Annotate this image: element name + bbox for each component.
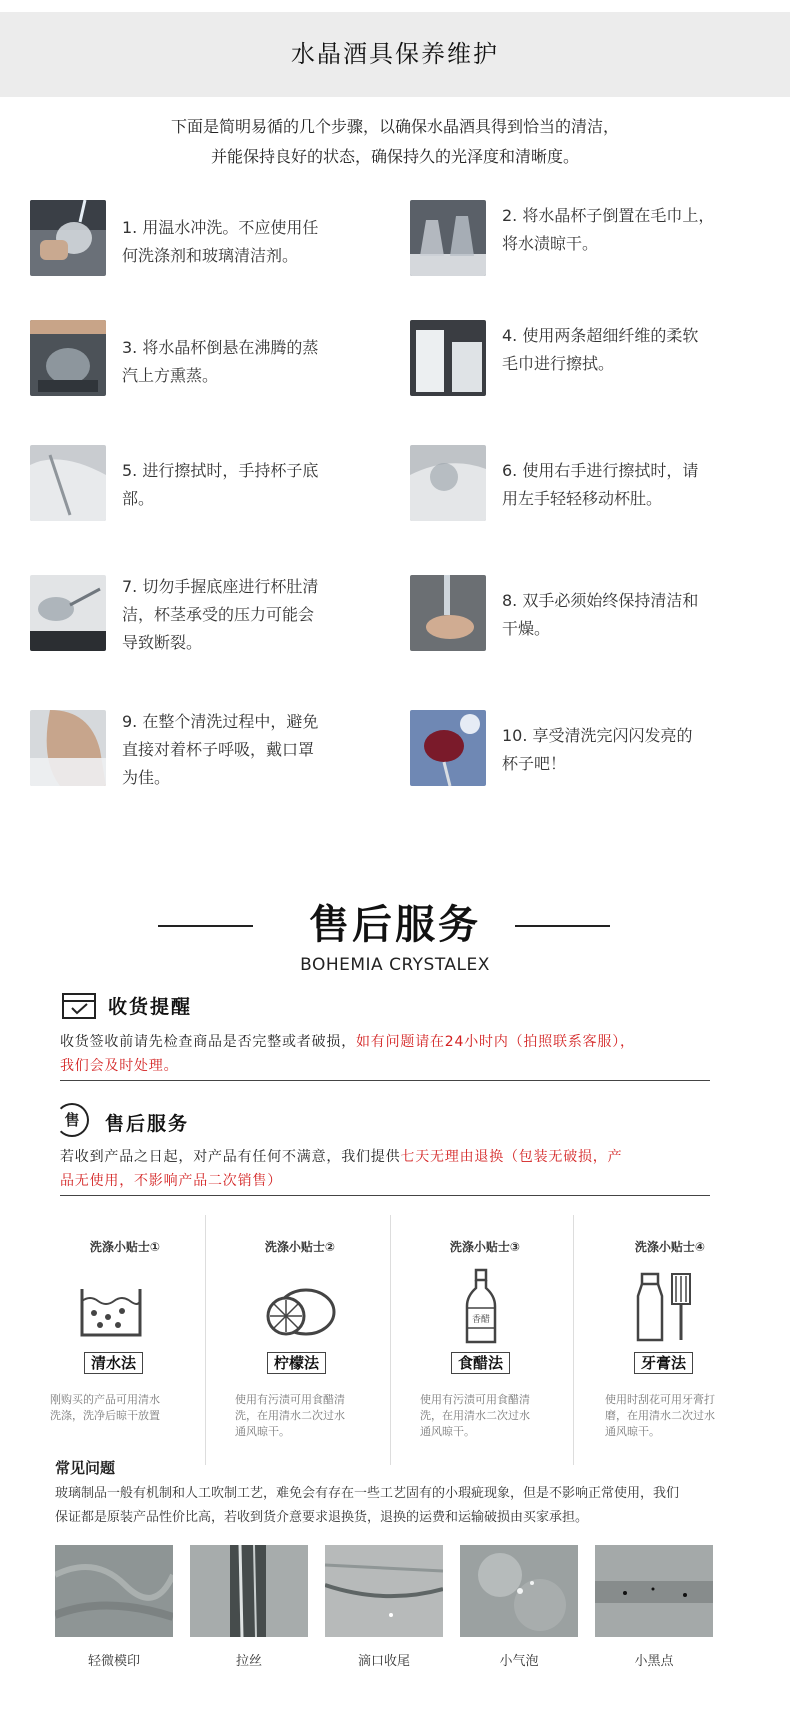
tip-3-method: 食醋法 [451,1352,510,1374]
step-1-line-2: 何洗涤剂和玻璃清洁剂。 [122,246,299,265]
receipt-text-highlight: 如有问题请在24小时内（拍照联系客服）， [356,1034,635,1050]
step-photo-wipe-bowl [410,445,486,521]
tip-4-desc-3: 通风晾干。 [605,1425,660,1438]
step-4-line-2: 毛巾进行擦拭。 [502,354,615,373]
water-basin-icon [78,1283,144,1339]
tip-4-desc-1: 使用时刮花可用牙膏打 [605,1393,715,1406]
defect-photo-small-bubbles [460,1545,578,1637]
step-10-line-1: 10. 享受清洗完闪闪发亮的 [502,726,693,745]
step-2-line-2: 将水渍晾干。 [502,234,599,253]
step-6-line-2: 用左手轻轻移动杯肚。 [502,489,663,508]
step-8-line-1: 8. 双手必须始终保持清洁和 [502,591,699,610]
defect-photo-mold-mark [55,1545,173,1637]
vinegar-bottle-icon [463,1268,499,1346]
receipt-title: 收货提醒 [108,996,193,1018]
step-5-line-2: 部。 [122,489,155,508]
intro-line-1: 下面是简明易循的几个步骤，以确保水晶酒具得到恰当的清洁， [170,117,619,136]
tip-1-desc-1: 刚购买的产品可用清水 [50,1393,160,1406]
tip-2-desc-3: 通风晾干。 [235,1425,290,1438]
step-6-line-1: 6. 使用右手进行擦拭时，请 [502,461,699,480]
step-9-line-1: 9. 在整个清洗过程中，避免 [122,712,319,731]
step-3-line-2: 汽上方熏蒸。 [122,366,219,385]
brand-subtitle: BOHEMIA CRYSTALEX [300,955,490,975]
step-photo-rinse [30,200,106,276]
step-photo-inverted-glasses [410,200,486,276]
faq-line-2: 保证都是原装产品性价比高，若收到货介意要求退换货，退换的运费和运输破损由买家承担。 [55,1510,589,1525]
tip-4-desc-2: 磨，在用清水二次过水 [605,1409,715,1422]
tip-2-method: 柠檬法 [267,1352,326,1374]
step-5-line-1: 5. 进行擦拭时，手持杯子底 [122,461,319,480]
tip-3-heading: 洗涤小贴士③ [449,1240,521,1254]
step-photo-hold-base [30,445,106,521]
step-photo-mask [30,710,106,786]
step-8-line-2: 干燥。 [502,619,551,638]
page-header [0,12,790,97]
divider [60,1195,710,1196]
defect-label-drip-finish: 滴口收尾 [357,1654,410,1669]
after-sales-title: 售后服务 [309,902,481,948]
tip-4-method: 牙膏法 [634,1352,693,1374]
step-7-line-1: 7. 切勿手握底座进行杯肚清 [122,577,319,596]
title-rule-right [515,925,610,927]
step-7-line-2: 洁，杯茎承受的压力可能会 [122,605,315,624]
receipt-text: 收货签收前请先检查商品是否完整或者破损， [60,1034,356,1050]
step-3-line-1: 3. 将水晶杯倒悬在沸腾的蒸 [122,338,319,357]
step-9-line-3: 为佳。 [122,768,171,787]
tip-divider [390,1215,391,1465]
defect-label-mold-mark: 轻微模印 [87,1654,140,1669]
intro-line-2: 并能保持良好的状态，确保持久的光泽度和清晰度。 [210,147,579,166]
step-photo-steam [30,320,106,396]
defect-photo-black-spots [595,1545,713,1637]
service-text: 若收到产品之日起，对产品有任何不满意，我们提供 [60,1149,401,1165]
service-text-highlight: 七天无理由退换（包装无破损，产 [400,1149,623,1165]
tip-1-desc-2: 洗涤，洗净后晾干放置 [50,1409,160,1422]
tip-1-heading: 洗涤小贴士① [89,1240,161,1254]
service-text-highlight-2: 品无使用，不影响产品二次销售） [60,1173,282,1189]
step-4-line-1: 4. 使用两条超细纤维的柔软 [502,326,699,345]
faq-title: 常见问题 [55,1459,116,1477]
service-title: 售后服务 [105,1113,190,1135]
tip-2-desc-1: 使用有污渍可用食醋清 [235,1393,345,1406]
package-check-icon [60,988,98,1022]
toothpaste-brush-icon [636,1272,696,1344]
tip-4-heading: 洗涤小贴士④ [634,1240,706,1254]
step-photo-red-wine [410,710,486,786]
tip-3-desc-3: 通风晾干。 [420,1425,475,1438]
intro-text [0,112,790,172]
page-title: 水晶酒具保养维护 [291,40,499,68]
defect-label-black-spots: 小黑点 [634,1654,674,1669]
step-9-line-2: 直接对着杯子呼吸，戴口罩 [122,740,315,759]
tip-divider [573,1215,574,1465]
service-icon-char: 售 [64,1111,80,1129]
step-1-line-1: 1. 用温水冲洗。不应使用任 [122,218,319,237]
vinegar-bottle-label: 香醋 [471,1315,491,1325]
lemon-icon [262,1282,338,1342]
tip-3-desc-1: 使用有污渍可用食醋清 [420,1393,530,1406]
step-photo-towels [410,320,486,396]
step-7-line-3: 导致断裂。 [122,633,203,652]
tip-2-desc-2: 洗，在用清水二次过水 [235,1409,345,1422]
step-10-line-2: 杯子吧！ [502,754,567,773]
step-2-line-1: 2. 将水晶杯子倒置在毛巾上， [502,206,715,225]
faq-line-1: 玻璃制品一般有机制和人工吹制工艺，难免会有存在一些工艺固有的小瑕疵现象，但是不影响正常使用，我们 [55,1486,680,1501]
tip-3-desc-2: 洗，在用清水二次过水 [420,1409,530,1422]
defect-label-small-bubbles: 小气泡 [499,1654,539,1669]
defect-photo-drip-finish [325,1545,443,1637]
tip-1-method: 清水法 [84,1352,143,1374]
tip-2-heading: 洗涤小贴士② [264,1240,336,1254]
step-photo-stem [30,575,106,651]
divider [60,1080,710,1081]
defect-label-drawing-lines: 拉丝 [235,1654,262,1669]
step-photo-wash-hands [410,575,486,651]
receipt-text-highlight-2: 我们会及时处理。 [60,1058,179,1074]
service-refresh-icon [55,1103,89,1137]
defect-photo-drawing-lines [190,1545,308,1637]
